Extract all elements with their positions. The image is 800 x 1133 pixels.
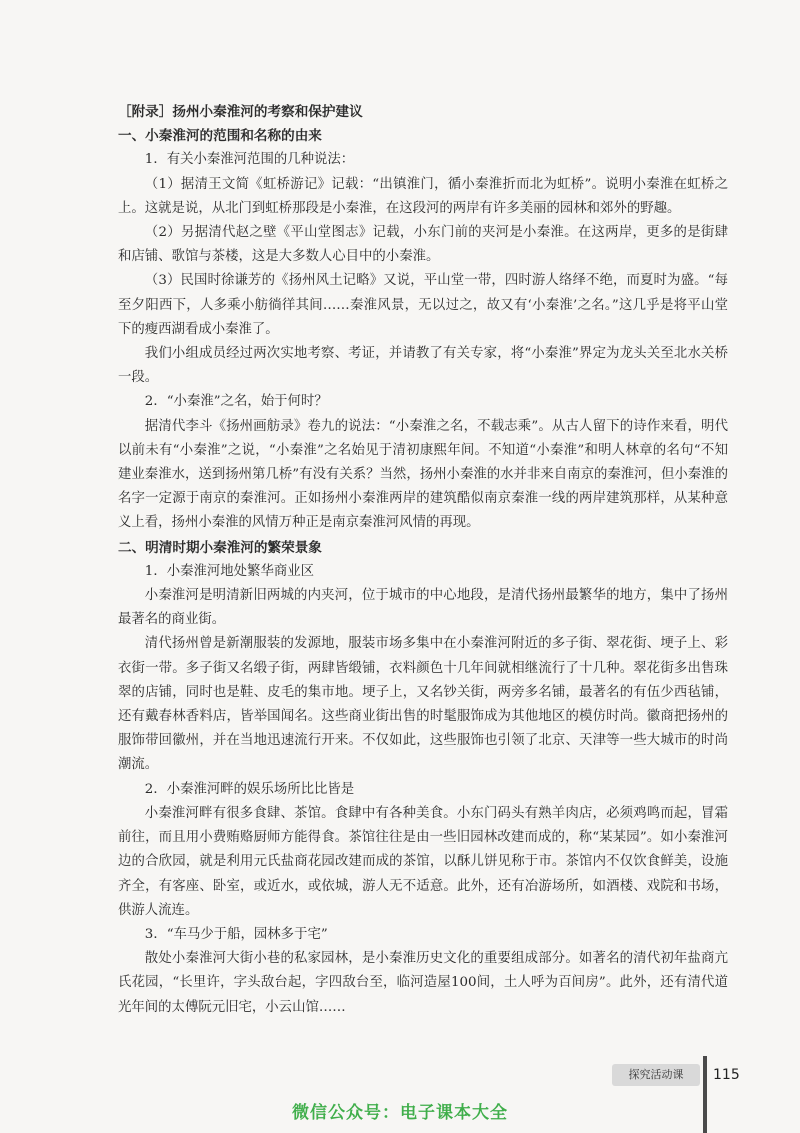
paragraph: 据清代李斗《扬州画舫录》卷九的说法：“小秦淮之名，不载志乘”。从古人留下的诗作来看，明代以前未有“小秦淮”之说，“小秦淮”之名始见于清初康熙年间。不知道“小秦淮”和明人林章的名句“不知建业秦淮水，送到扬州第几桥”有没有关系？当然，扬州小秦淮的水并非来自南京的秦淮河，但小秦淮的名字一定源于南京的秦淮河。正如扬州小秦淮两岸的建筑酷似南京秦淮一线的两岸建筑那样，从某种意义上看，扬州小秦淮的风情万种正是南京秦淮河风情的再现。 (118, 418, 728, 531)
subheading: 1．小秦淮河地处繁华商业区 (144, 563, 315, 579)
section-heading-1: 一、小秦淮河的范围和名称的由来 (118, 128, 322, 145)
watermark: 微信公众号：电子课本大全 (292, 1103, 508, 1123)
paragraph: 清代扬州曾是新潮服装的发源地，服装市场多集中在小秦淮河附近的多子街、翠花街、埂子上、彩衣街一带。多子街又名缎子街，两肆皆缎铺，衣料颜色十几年间就相继流行了十几种。翠花街多出售珠翠的店铺，同时也是鞋、皮毛的集市地。埂子上，又名钞关街，两旁多名铺，最著名的有伍少西毡铺，还有戴春林香料店，皆举国闻名。这些商业街出售的时髦服饰成为其他地区的模仿时尚。徽商把扬州的服饰带回徽州，并在当地迅速流行开来。不仅如此，这些服饰也引领了北京、天津等一些大城市的时尚潮流。 (118, 636, 728, 773)
section-heading-2: 二、明清时期小秦淮河的繁荣景象 (118, 539, 322, 556)
paragraph: 我们小组成员经过两次实地考察、考证，并请教了有关专家，将“小秦淮”界定为龙头关至北水关桥一段。 (118, 346, 728, 386)
document-title: ［附录］扬州小秦淮河的考察和保护建议 (118, 104, 363, 120)
page-number: 115 (713, 1067, 740, 1083)
section-tab: 探究活动课 (612, 1064, 700, 1086)
document-body (118, 100, 728, 1020)
paragraph: 小秦淮河是明清新旧两城的内夹河，位于城市的中心地段，是清代扬州最繁华的地方，集中了扬州最著名的商业街。 (118, 588, 728, 628)
subheading: 2．小秦淮河畔的娱乐场所比比皆是 (144, 781, 355, 797)
paragraph: 小秦淮河畔有很多食肆、茶馆。食肆中有各种美食。小东门码头有熟羊肉店，必须鸡鸣而起，冒霜前往，而且用小费贿赂厨师方能得食。茶馆往往是由一些旧园林改建而成的，称“某某园”。如小秦淮河边的合欣园，就是利用元氏盐商花园改建而成的茶馆，以酥儿饼见称于市。茶馆内不仅饮食鲜美，设施齐全，有客座、卧室，或近水，或依城，游人无不适意。此外，还有冶游场所，如酒楼、戏院和书场，供游人流连。 (118, 805, 728, 918)
paragraph: 散处小秦淮河大街小巷的私家园林，是小秦淮历史文化的重要组成部分。如著名的清代初年盐商亢氏花园，“长里许，字头敌台起，字四敌台至，临河造屋100间，土人呼为百间房”。此外，还有清代道光年间的太傅阮元旧宅，小云山馆…… (118, 951, 728, 1015)
subheading: 3．“车马少于船，园林多于宅” (144, 926, 328, 942)
paragraph: （2）另据清代赵之壁《平山堂图志》记载，小东门前的夹河是小秦淮。在这两岸，更多的是街肆和店铺、歌馆与茶楼，这是大多数人心目中的小秦淮。 (118, 225, 728, 265)
subheading: 1．有关小秦淮河范围的几种说法： (144, 152, 355, 168)
subheading: 2．“小秦淮”之名，始于何时？ (144, 394, 328, 410)
paragraph: （3）民国时徐谦芳的《扬州风土记略》又说，平山堂一带，四时游人络绎不绝，而夏时为盛。“每至夕阳西下，人多乘小舫徜徉其间……秦淮风景，无以过之，故又有‘小秦淮’之名。”这几乎是将平山堂下的瘦西湖看成小秦淮了。 (118, 273, 728, 337)
paragraph: （1）据清王文简《虹桥游记》记载：“出镇淮门，循小秦淮折而北为虹桥”。说明小秦淮在虹桥之上。这就是说，从北门到虹桥那段是小秦淮，在这段河的两岸有许多美丽的园林和郊外的野趣。 (118, 176, 728, 216)
